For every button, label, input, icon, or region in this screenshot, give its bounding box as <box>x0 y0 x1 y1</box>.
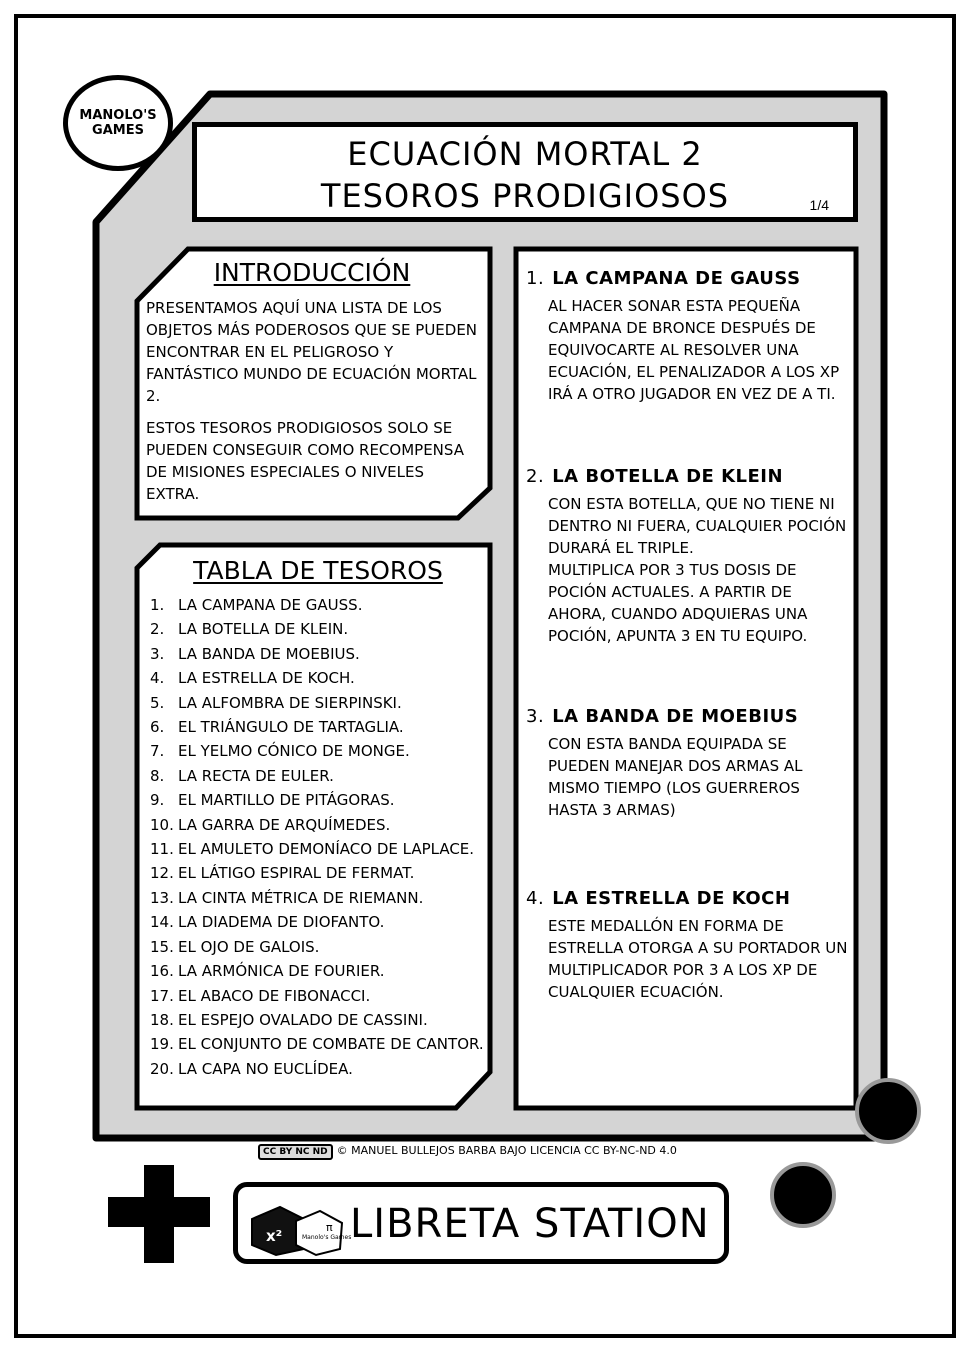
table-row <box>150 813 486 837</box>
table-row-number: 19. <box>150 1035 174 1054</box>
table-row-label: EL AMULETO DEMONÍACO DE LAPLACE. <box>178 840 475 859</box>
dice-logo-icon <box>250 1197 352 1257</box>
table-row-label: LA ESTRELLA DE KOCH. <box>178 669 355 688</box>
table-row-label: EL OJO DE GALOIS. <box>178 937 320 956</box>
treasure-table-section <box>150 556 486 1081</box>
table-row-number: 15. <box>150 937 174 956</box>
table-row <box>150 666 486 690</box>
table-row <box>150 642 486 666</box>
table-row <box>150 691 486 715</box>
table-row-number: 20. <box>150 1059 174 1078</box>
treasure-2-text-2: MULTIPLICA POR 3 TUS DOSIS DE POCIÓN ACTUALES. A PARTIR DE AHORA, CUANDO ADQUIERAS UNA POCIÓN, APUNTA 3 EN TU EQUIPO. <box>548 561 808 645</box>
intro-section <box>146 258 478 505</box>
dice-x2: x² <box>266 1227 283 1245</box>
treasure-2-text-1: CON ESTA BOTELLA, QUE NO TIENE NI DENTRO NI FUERA, CUALQUIER POCIÓN DURARÁ EL TRIPLE. <box>548 495 847 557</box>
table-row-label: LA ALFOMBRA DE SIERPINSKI. <box>178 693 402 712</box>
intro-paragraph-1: PRESENTAMOS AQUÍ UNA LISTA DE LOS OBJETOS MÁS PODEROSOS QUE SE PUEDEN ENCONTRAR EN EL PELIGROSO Y FANTÁSTICO MUNDO DE ECUACIÓN MORTAL 2. <box>146 299 478 405</box>
table-row <box>150 739 486 763</box>
table-row <box>150 715 486 739</box>
table-row <box>150 617 486 641</box>
table-row <box>150 1057 486 1081</box>
table-row-number: 6. <box>150 718 165 737</box>
table-row-number: 3. <box>150 644 165 663</box>
table-row-label: EL CONJUNTO DE COMBATE DE CANTOR. <box>178 1035 484 1054</box>
treasure-3 <box>526 706 852 821</box>
table-row-number: 12. <box>150 864 174 883</box>
table-row <box>150 788 486 812</box>
table-row-label: EL TRIÁNGULO DE TARTAGLIA. <box>178 718 404 737</box>
treasure-2 <box>526 466 852 647</box>
brand-box <box>233 1182 729 1264</box>
brand-name: LIBRETA STATION <box>350 1201 710 1247</box>
treasure-1-text: AL HACER SONAR ESTA PEQUEÑA CAMPANA DE BRONCE DESPUÉS DE EQUIVOCARTE AL RESOLVER UNA ECUACIÓN, EL PENALIZADOR A LOS XP IRÁ A OTRO JUGADOR EN VEZ DE A TI. <box>548 297 840 403</box>
table-row-label: EL MARTILLO DE PITÁGORAS. <box>178 791 395 810</box>
table-row-label: EL LÁTIGO ESPIRAL DE FERMAT. <box>178 864 415 883</box>
table-row-number: 5. <box>150 693 165 712</box>
table-row <box>150 837 486 861</box>
console-button-b[interactable] <box>770 1162 836 1228</box>
table-row <box>150 1032 486 1056</box>
logo-line1: MANOLO'S <box>79 108 157 123</box>
table-row <box>150 910 486 934</box>
table-row <box>150 593 486 617</box>
dice-logo-text: Manolo's Games <box>302 1234 352 1241</box>
table-row <box>150 1008 486 1032</box>
table-row-label: LA DIADEMA DE DIOFANTO. <box>178 913 385 932</box>
table-row-label: EL ESPEJO OVALADO DE CASSINI. <box>178 1010 428 1029</box>
table-row-number: 10. <box>150 815 174 834</box>
treasure-list <box>150 593 486 1081</box>
table-row <box>150 886 486 910</box>
table-row-number: 4. <box>150 669 165 688</box>
title-line1: ECUACIÓN MORTAL 2 <box>347 135 703 173</box>
dice-pi: π <box>326 1221 333 1234</box>
table-row <box>150 935 486 959</box>
table-row-label: LA ARMÓNICA DE FOURIER. <box>178 962 385 981</box>
treasure-2-number: 2. <box>526 466 545 487</box>
table-row-label: LA CAPA NO EUCLÍDEA. <box>178 1059 353 1078</box>
title-box <box>192 122 858 222</box>
table-row-number: 18. <box>150 1010 174 1029</box>
title-line2: TESOROS PRODIGIOSOS <box>320 177 730 215</box>
treasure-4-text: ESTE MEDALLÓN EN FORMA DE ESTRELLA OTORGA A SU PORTADOR UN MULTIPLICADOR POR 3 A LOS XP DE CUALQUIER ECUACIÓN. <box>548 917 848 1001</box>
table-row-label: EL ABACO DE FIBONACCI. <box>178 986 371 1005</box>
license-credit <box>258 1144 728 1160</box>
table-row-label: LA BOTELLA DE KLEIN. <box>178 620 349 639</box>
treasure-1-title: LA CAMPANA DE GAUSS <box>552 268 801 289</box>
table-row-label: LA CAMPANA DE GAUSS. <box>178 596 363 614</box>
table-row-number: 13. <box>150 888 174 907</box>
table-row-label: EL YELMO CÓNICO DE MONGE. <box>178 742 410 761</box>
treasure-3-text: CON ESTA BANDA EQUIPADA SE PUEDEN MANEJAR DOS ARMAS AL MISMO TIEMPO (LOS GUERREROS HASTA 3 ARMAS) <box>548 735 803 819</box>
table-row-label: LA GARRA DE ARQUÍMEDES. <box>178 815 391 834</box>
intro-paragraph-2: ESTOS TESOROS PRODIGIOSOS SOLO SE PUEDEN CONSEGUIR COMO RECOMPENSA DE MISIONES ESPECIALES O NIVELES EXTRA. <box>146 419 464 503</box>
console-button-a[interactable] <box>855 1078 921 1144</box>
table-row <box>150 959 486 983</box>
table-row-number: 9. <box>150 791 165 810</box>
treasure-1-number: 1. <box>526 268 545 289</box>
treasure-3-number: 3. <box>526 706 545 727</box>
table-row-number: 1. <box>150 596 165 614</box>
intro-heading: INTRODUCCIÓN <box>213 258 411 287</box>
treasure-1 <box>526 268 852 405</box>
table-heading: TABLA DE TESOROS <box>193 556 443 585</box>
treasure-4 <box>526 888 852 1003</box>
credit-text: © MANUEL BULLEJOS BARBA BAJO LICENCIA CC BY-NC-ND 4.0 <box>336 1144 677 1157</box>
table-row-number: 8. <box>150 766 165 785</box>
table-row <box>150 984 486 1008</box>
treasure-3-title: LA BANDA DE MOEBIUS <box>552 706 799 727</box>
table-row-number: 17. <box>150 986 174 1005</box>
page-number: 1/4 <box>809 197 829 213</box>
table-row-label: LA RECTA DE EULER. <box>178 766 334 785</box>
treasure-2-title: LA BOTELLA DE KLEIN <box>552 466 784 487</box>
treasure-4-title: LA ESTRELLA DE KOCH <box>552 888 791 909</box>
table-row-label: LA BANDA DE MOEBIUS. <box>178 644 360 663</box>
table-row <box>150 861 486 885</box>
table-row-label: LA CINTA MÉTRICA DE RIEMANN. <box>178 888 424 907</box>
cc-license-icon: CC BY NC ND <box>258 1144 333 1160</box>
table-row <box>150 764 486 788</box>
table-row-number: 14. <box>150 913 174 932</box>
treasure-4-number: 4. <box>526 888 545 909</box>
dpad-vertical <box>144 1165 174 1263</box>
table-row-number: 16. <box>150 962 174 981</box>
table-row-number: 11. <box>150 840 174 859</box>
logo-badge <box>63 75 173 171</box>
table-row-number: 2. <box>150 620 165 639</box>
table-row-number: 7. <box>150 742 165 761</box>
logo-line2: GAMES <box>92 123 144 138</box>
